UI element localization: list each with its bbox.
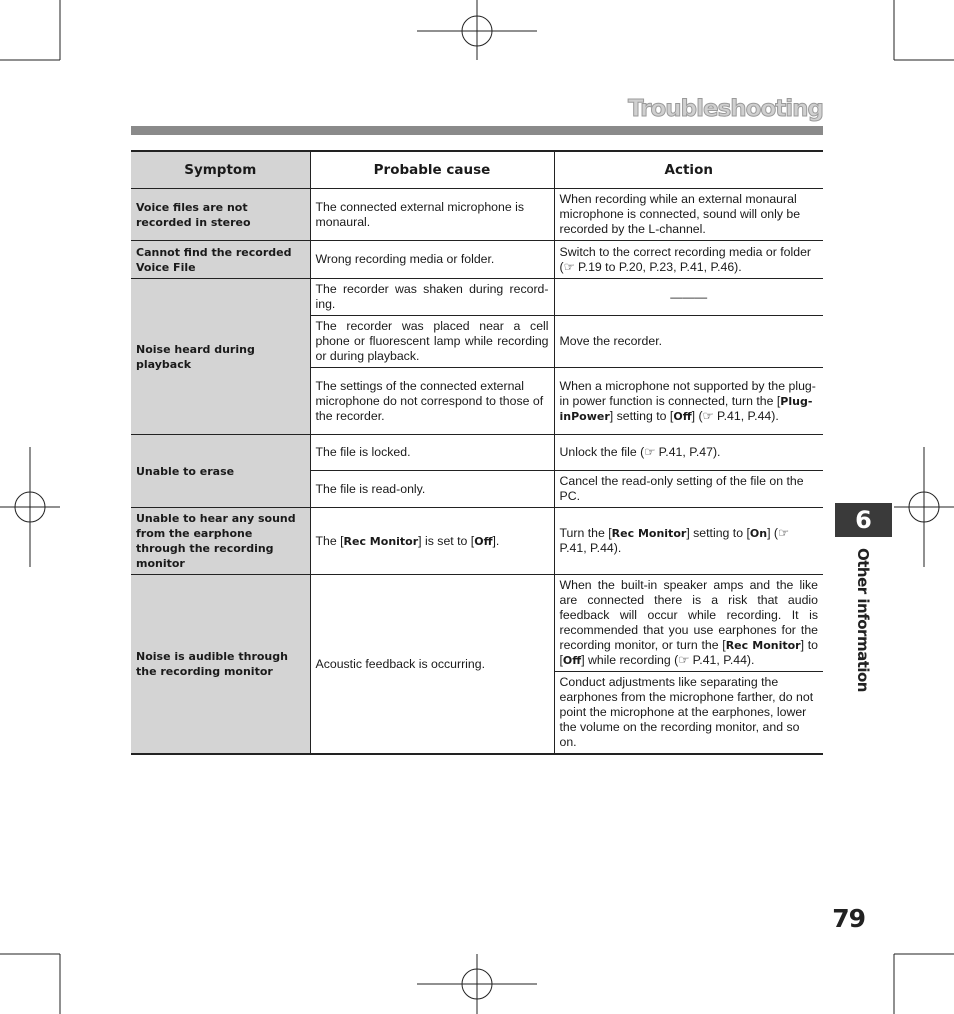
cause-cell: The file is locked. — [310, 435, 554, 471]
action-cell: When a microphone not supported by the plug-in power function is connected, turn the [Plug-inPower] setting to [Off] (☞ P.41, P.44). — [554, 368, 823, 435]
action-cell: Turn the [Rec Monitor] setting to [On] (☞ P.41, P.44). — [554, 508, 823, 575]
cause-cell: The recorder was shaken during record-ing. — [310, 279, 554, 316]
setting-name: Plug-inPower — [559, 394, 813, 423]
action-cell: When the built-in speaker amps and the like are connected there is a risk that audio feedback will occur while recording. It is recommended that you use earphones for the recording monitor, or turn the [Rec Monitor] to [Off] while recording (☞ P.41, P.44). — [554, 575, 823, 672]
setting-value: Off — [562, 654, 582, 667]
troubleshooting-table — [131, 150, 823, 755]
cause-cell: The recorder was placed near a cell phone or fluorescent lamp while recording or during playback. — [310, 316, 554, 368]
action-cell: ——— — [554, 279, 823, 316]
action-cell: Move the recorder. — [554, 316, 823, 368]
page-number: 79 — [832, 904, 865, 933]
table-row — [131, 241, 823, 279]
chapter-label: Other information — [854, 548, 872, 692]
symptom-cell: Noise heard during playback — [131, 279, 310, 435]
setting-name: Rec Monitor — [611, 527, 687, 540]
symptom-cell: Noise is audible through the recording monitor — [131, 575, 310, 755]
action-cell: Unlock the file (☞ P.41, P.47). — [554, 435, 823, 471]
table-row — [131, 508, 823, 575]
cause-cell: The settings of the connected external microphone do not correspond to those of the recorder. — [310, 368, 554, 435]
column-header-symptom: Symptom — [131, 151, 310, 189]
setting-value: Off — [474, 534, 493, 548]
chapter-tab: 6 — [835, 503, 892, 537]
table-row — [131, 435, 823, 471]
table-row — [131, 189, 823, 241]
setting-value: Off — [673, 409, 692, 423]
setting-value: On — [749, 527, 768, 540]
page-title: Troubleshooting — [627, 96, 823, 122]
symptom-cell: Cannot find the recorded Voice File — [131, 241, 310, 279]
action-cell: Switch to the correct recording media or folder (☞ P.19 to P.20, P.23, P.41, P.46). — [554, 241, 823, 279]
setting-name: Rec Monitor — [343, 534, 419, 548]
action-cell: Cancel the read-only setting of the file on the PC. — [554, 471, 823, 508]
setting-name: Rec Monitor — [725, 639, 801, 652]
cause-cell: The file is read-only. — [310, 471, 554, 508]
title-rule — [131, 126, 823, 135]
table-header-row — [131, 151, 823, 189]
cause-cell: Acoustic feedback is occurring. — [310, 575, 554, 755]
table-row — [131, 575, 823, 672]
symptom-cell: Voice files are not recorded in stereo — [131, 189, 310, 241]
table-row — [131, 279, 823, 316]
column-header-cause: Probable cause — [310, 151, 554, 189]
cause-cell: Wrong recording media or folder. — [310, 241, 554, 279]
symptom-cell: Unable to erase — [131, 435, 310, 508]
column-header-action: Action — [554, 151, 823, 189]
action-cell: When recording while an external monaural microphone is connected, sound will only be recorded by the L-channel. — [554, 189, 823, 241]
symptom-cell: Unable to hear any sound from the earphone through the recording monitor — [131, 508, 310, 575]
cause-cell: The connected external microphone is monaural. — [310, 189, 554, 241]
action-cell: Conduct adjustments like separating the earphones from the microphone farther, do not point the microphone at the earphones, lower the volume on the recording monitor, and so on. — [554, 672, 823, 755]
cause-cell: The [Rec Monitor] is set to [Off]. — [310, 508, 554, 575]
